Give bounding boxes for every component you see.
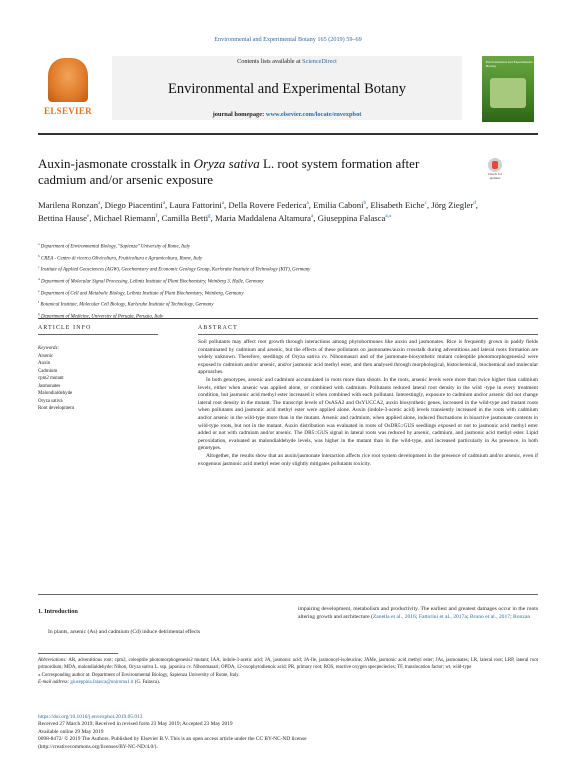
elsevier-logo [38, 56, 98, 120]
abstract-paragraph: In both genotypes, arsenic and cadmium accumulated in roots more than shoots. In the roots, arsenic levels were more than twice higher than cadmium levels, either when arsenic was applied alone, or combined with cadmium. Pollutants reduced lateral root density in the wild -type in every treatment condition, but jasmonic acid methyl ester increased it when combined with each pollutant. Interestingly, exposure to cadmium and/or arsenic did not change lateral root density in the mutant. The transcript levels of OsASA2 and OsYUCCA2, auxin biosynthetic genes, increased in the wild-type and mutant roots when pollutants and jasmonic acid methyl ester were applied alone. Auxin (indole-3-acetic acid) levels transiently increased in the roots with cadmium and/or arsenic in the wild-type more than in the mutant. Arsenic and cadmium, when applied alone, induced fluctuations in bioactive jasmonate contents in wild-type roots, but not in the mutant. Auxin distribution was evaluated in roots of OsDR5::GUS seedlings exposed or not to jasmonic acid methyl ester added or not with cadmium and/or arsenic. The DR5::GUS signal in lateral roots was reduced by arsenic, cadmium, and jasmonic acid methyl ester. Lipid peroxidation, evaluated as malondialdehyde levels, was higher in the mutant than in the wild-type, and increased particularly in As presence, in both genotypes. [198, 376, 538, 452]
section-heading-introduction: 1. Introduction [38, 608, 78, 615]
keyword: Auxin [38, 361, 51, 366]
received-dates: Received 27 March 2019; Received in revised form 23 May 2019; Accepted 23 May 2019 [38, 721, 233, 728]
author-name[interactable]: Michael Riemann [93, 212, 156, 223]
email-link[interactable]: giuseppina.falasca@uniroma1.it [70, 680, 134, 686]
affiliation-line: $^g$ Department of Medicine, University of Perugia, Perugia, Italy [38, 311, 164, 320]
affiliation-line: $^a$ Department of Environmental Biology, "Sapienza" University of Rome, Italy [38, 242, 191, 250]
keyword: Oryza sativa [38, 398, 63, 404]
citation-link[interactable]: Zanella et al., 2016 [372, 614, 416, 621]
abstract-divider [198, 334, 538, 335]
author-name[interactable]: Laura Fattorini [169, 199, 222, 210]
author-affiliation-link[interactable]: a [306, 201, 309, 206]
author-name[interactable]: Bettina Hause [38, 212, 87, 223]
email-line: E-mail address: giuseppina.falasca@uniroma1.it (G. Falasca). [38, 680, 160, 686]
journal-banner [38, 56, 538, 130]
citation-link[interactable]: Fattorini et al., 2017a [418, 614, 467, 621]
elsevier-tree-icon [48, 58, 88, 102]
author-affiliation-link[interactable]: g [208, 213, 211, 219]
abstract-paragraph: Altogether, the results show that an auxin/jasmonate interaction affects rice root system development in the presence of cadmium and/or arsenic, even if exogenous jasmonic acid methyl ester only slightly mitigates pollutants toxicity. [198, 452, 538, 467]
corresponding-author: ⁎ Corresponding author at: Department of Environmental Biology, Sapienza University of Rome, Italy. [38, 672, 240, 678]
author-affiliation-link[interactable]: f [155, 213, 158, 219]
author-list: Marilena Ronzan$^a$, Diego Piacentini$^a$, Laura Fattorini$^a$, Della Rovere Federica$^a$, Emilia Caboni$^b$, Elisabeth Eiche$^c$, Jörg Ziegler$^d$, Bettina Hause$^e$, Michael Riemann$^f$, Camilla Betti$^g$, Maria Maddalena Altamura$^a$, Giuseppina Falasca$^{a,⁎}$ [38, 199, 478, 223]
author-affiliation-link[interactable]: e [86, 213, 90, 219]
sciencedirect-link[interactable]: ScienceDirect [302, 58, 337, 65]
abstract-heading: ABSTRACT [198, 325, 238, 331]
license-text: 0098-8472/ © 2019 The Authors. Published by Elsevier B.V. This is an open access article under the CC BY-NC-ND license [38, 736, 307, 743]
article-title: Auxin-jasmonate crosstalk in Oryza sativa L. root system formation after cadmium and/or arsenic exposure [38, 156, 420, 187]
footnote-divider [38, 653, 118, 654]
author-name[interactable]: Camilla Betti [161, 212, 209, 223]
abbreviations: Abbreviations: AR, adventitious root; cpm2, coleoptile photomorphogenesis2 mutant; IAA, indole-3-acetic acid; JA, jasmonic acid; JA-Ile, jasmonoyl-isoleucine; JAMe, jasmonic acid methyl ester; JAs, jasmonates; LR, lateral root; LRP, lateral root primordium; MDA, malondialdehyde; Nihon, Oryza sativa L. ssp. japonica cv. Nihonmasari; OPDA, 12-oxophytodienoic acid; PR, primary root; ROS, reactive oxygen specpeciecies; TF, translocation factor; wt, wild-type [38, 658, 539, 671]
author-affiliation-link[interactable]: a [98, 201, 101, 206]
contents-line: Contents lists available at ScienceDirect [237, 58, 337, 65]
license-url: (http://creativecommons.org/licenses/BY-NC-ND/4.0/). [38, 743, 158, 750]
author-affiliation-link[interactable]: d [473, 201, 476, 206]
top-citation[interactable]: Environmental and Experimental Botany 165 (2019) 59–69 [214, 36, 362, 43]
article-info-heading: ARTICLE INFO [38, 325, 92, 331]
author-name[interactable]: Jörg Ziegler [431, 199, 474, 210]
footnotes [38, 657, 538, 687]
author-affiliation-link[interactable]: a [311, 213, 314, 219]
journal-title: Environmental and Experimental Botany [168, 81, 406, 97]
author-affiliation-link[interactable]: a [221, 201, 224, 206]
journal-cover-image[interactable]: Environmental and Experimental Botany [482, 56, 534, 122]
abstract-end-divider [38, 594, 538, 595]
keyword: Root development [38, 406, 74, 411]
author-name[interactable]: Emilia Caboni [313, 199, 364, 210]
keyword: Jasmonates [38, 383, 61, 389]
check-updates-icon [488, 158, 502, 172]
elsevier-wordmark: ELSEVIER [44, 106, 92, 116]
keywords-box [38, 345, 158, 413]
intro-paragraph-col2: impairing development, metabolism and productivity. The earliest and greatest damages occur in the roots altering growth and architecture (Zanella et al., 2016; Fattorini et al., 2017a; Bruno et al., 2017; Ronzan [298, 606, 538, 621]
author-name[interactable]: Diego Piacentini [104, 199, 163, 210]
journal-homepage: journal homepage: www.elsevier.com/locate/envexpbot [212, 111, 362, 118]
intro-paragraph-col1: In plants, arsenic (As) and cadmium (Cd) induce detrimental effects [48, 629, 201, 635]
abstract-body [198, 339, 538, 468]
citation-link[interactable]: Ronzan [513, 614, 531, 621]
info-divider [38, 334, 158, 335]
author-affiliation-link[interactable]: a,⁎ [385, 213, 392, 219]
keyword: Arsenic [38, 353, 54, 359]
affiliation-line: $^d$ Department of Molecular Signal Processing, Leibniz Institute of Plant Biochemistry, Weinberg 3, Halle, Germany [38, 276, 264, 285]
author-name[interactable]: Maria Maddalena Altamura [215, 212, 312, 223]
affiliation-line: $^c$ Institute of Applied Geosciences (AGW), Geochemistry and Economic Geology Group, Karlsruhe Institute of Technology (KIT), Germany [38, 265, 311, 273]
author-affiliation-link[interactable]: a [162, 201, 166, 206]
author-name[interactable]: Marilena Ronzan [38, 199, 99, 210]
doi-link[interactable]: https://doi.org/10.1016/j.envexpbot.2019.05.013 [38, 714, 143, 720]
author-name[interactable]: Giuseppina Falasca [317, 212, 386, 223]
banner-center [112, 56, 462, 120]
keyword: Malondialdehyde [38, 391, 73, 396]
homepage-link[interactable]: www.elsevier.com/locate/envexpbot [265, 111, 362, 118]
meta-divider [38, 318, 538, 319]
author-name[interactable]: Della Rovere Federica [228, 199, 307, 210]
author-affiliation-link[interactable]: b [363, 201, 366, 206]
author-affiliation-link[interactable]: c [424, 201, 427, 206]
check-for-updates-button[interactable]: Check for updates [484, 158, 506, 180]
affiliation-line: $^b$ CREA - Centro di ricerca Olivicoltura, Frutticoltura e Agrumicoltura, Rome, Italy [38, 253, 203, 262]
keyword: cpm2 mutant [38, 376, 64, 381]
citation-link[interactable]: Bruno et al., 2017 [469, 614, 511, 621]
keywords-label: Keywords: [38, 346, 60, 351]
header-divider [38, 133, 538, 135]
available-online: Available online 29 May 2019 [38, 728, 104, 735]
keyword: Cadmium [38, 368, 58, 374]
affiliations [38, 240, 538, 321]
affiliation-line: $^e$ Department of Cell and Metabolic Biology, Leibniz Institute of Plant Biochemistry, Weinberg, Germany [38, 288, 244, 297]
cover-photo [490, 78, 526, 108]
affiliation-line: $^f$ Botanical Institute, Molecular Cell Biology, Karlsruhe Institute of Technology, Germany [38, 300, 214, 308]
author-name[interactable]: Elisabeth Eiche [370, 199, 425, 210]
abstract-paragraph: Soil pollutants may affect root growth through interactions among phytohormones like auxin and jasmonates. Rice is frequently grown in paddy fields contaminated by cadmium and arsenic, but the effects of these pollutants on jasmonates/auxin crosstalk during adventitious and lateral roots formation are widely unknown. Therefore, seedlings of Oryza sativa cv. Nihonmasari and of the jasmonate-biosynthetic mutant coleoptile photomorphogenesis2 were exposed to cadmium and/or arsenic, and/or jasmonic acid methyl ester, and then analysed through morphological, histochemical, biochemical and molecular approaches. [198, 339, 538, 376]
publication-info [38, 714, 538, 751]
